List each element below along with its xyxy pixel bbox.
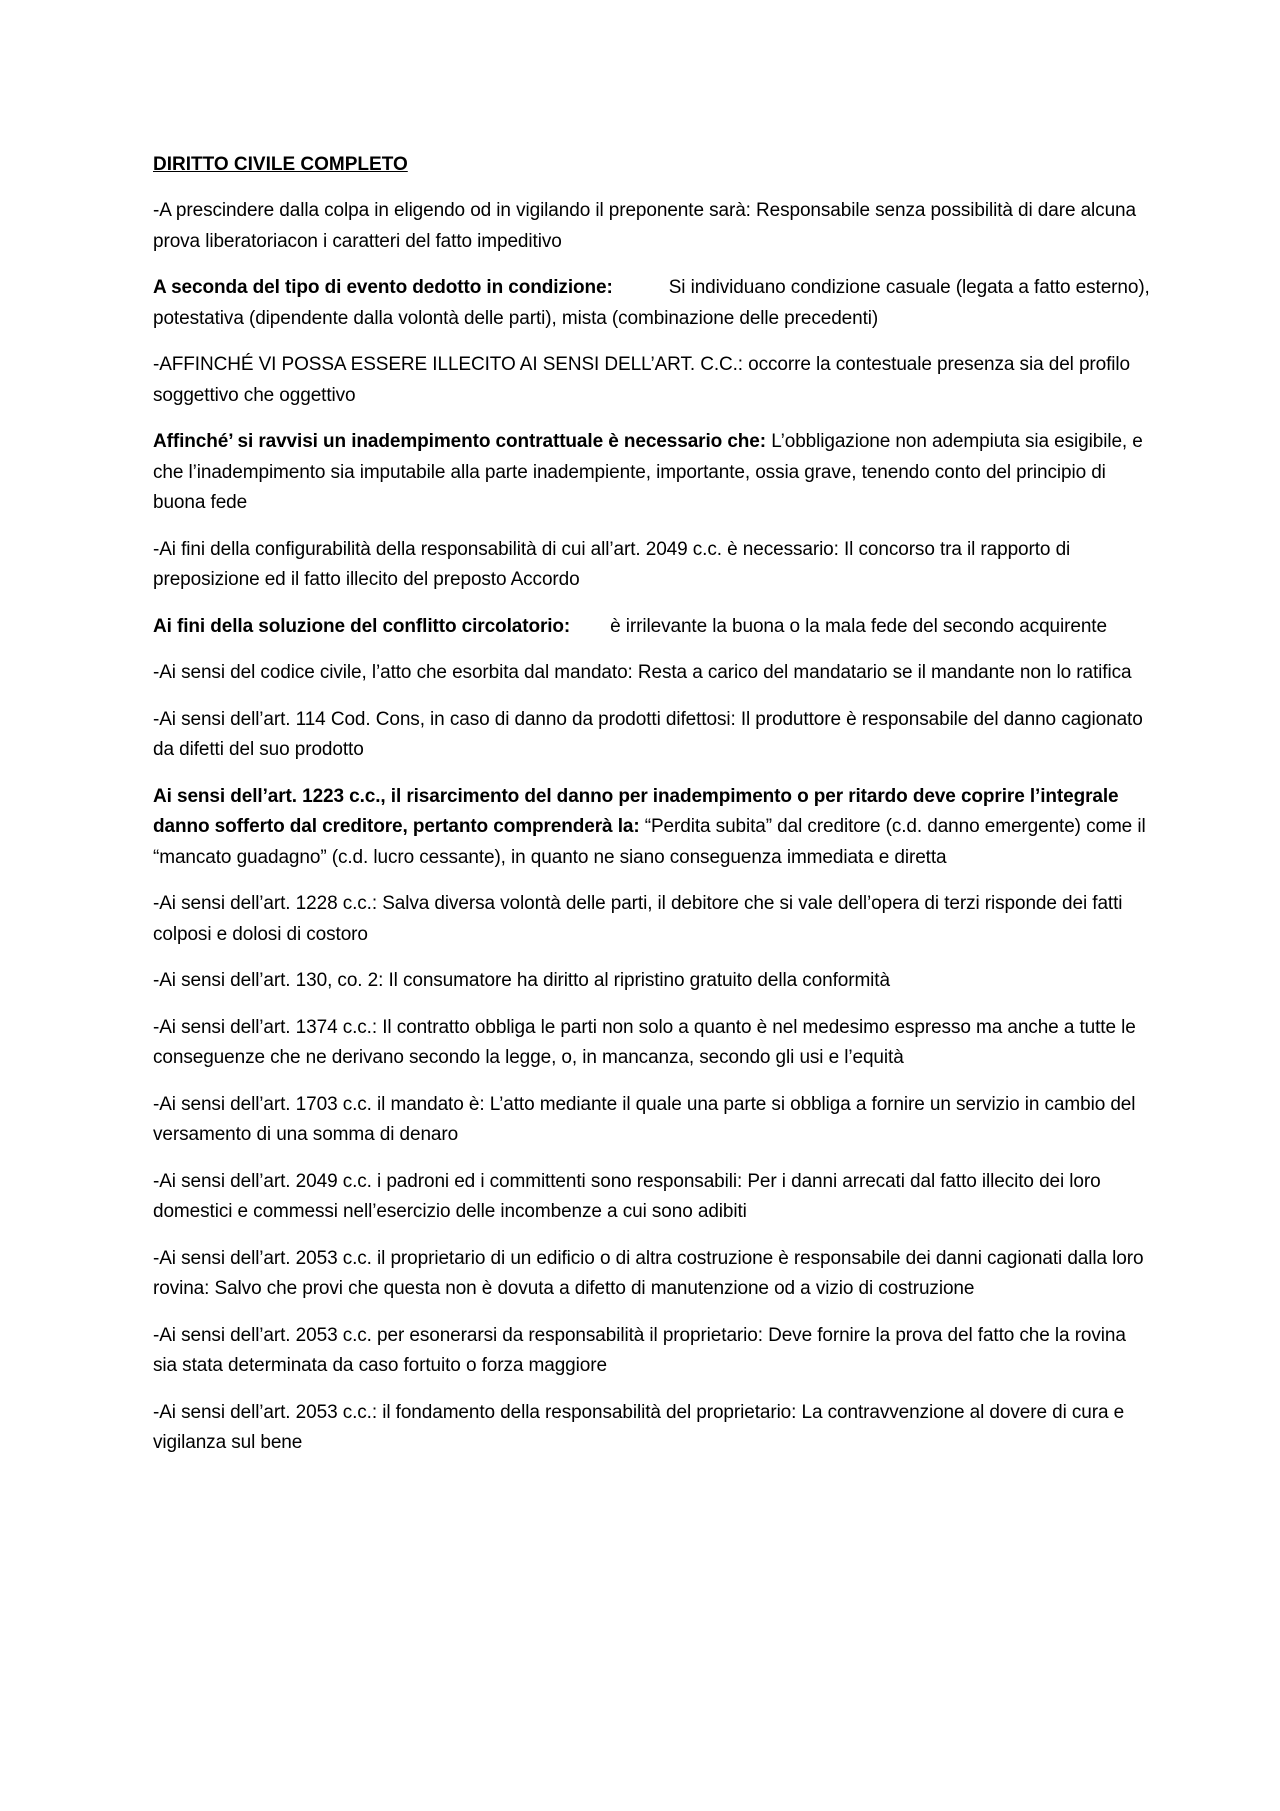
paragraph-text: Si individuano condizione casuale (legata a fatto esterno), potestativa (dipendente dalla volontà delle parti), mista (combinazione delle precedenti) (153, 277, 1150, 329)
paragraph-3 (153, 350, 1153, 411)
paragraph-text: -Ai sensi dell’art. 130, co. 2: Il consumatore ha diritto al ripristino gratuito della conformità (153, 970, 890, 991)
paragraph-text: -A prescindere dalla colpa in eligendo od in vigilando il preponente sarà: Responsabile senza possibilità di dare alcuna prova liberatoriacon i caratteri del fatto impeditivo (153, 200, 1136, 252)
paragraph-14 (153, 1167, 1153, 1228)
paragraph-text: “Perdita subita” dal creditore (c.d. danno emergente) come il “mancato guadagno” (c.d. lucro cessante), in quanto ne siano conseguenza immediata e diretta (153, 816, 1146, 868)
paragraph-text: -Ai sensi del codice civile, l’atto che esorbita dal mandato: Resta a carico del mandatario se il mandante non lo ratifica (153, 662, 1132, 683)
paragraph-8 (153, 705, 1153, 766)
paragraph-1 (153, 196, 1153, 257)
paragraph-9 (153, 782, 1153, 874)
paragraph-11 (153, 966, 1153, 997)
paragraph-text: -Ai sensi dell’art. 2049 c.c. i padroni ed i committenti sono responsabili: Per i danni arrecati dal fatto illecito dei loro domestici e commessi nell’esercizio delle incombenze a cui sono adibiti (153, 1170, 1101, 1222)
paragraph-10 (153, 889, 1153, 950)
paragraph-text: -Ai sensi dell’art. 2053 c.c.: il fondamento della responsabilità del proprietario: La contravvenzione al dovere di cura e vigilanza sul bene (153, 1401, 1125, 1453)
paragraph-6 (153, 612, 1153, 643)
paragraph-text: -Ai sensi dell’art. 1703 c.c. il mandato è: L’atto mediante il quale una parte si obbliga a fornire un servizio in cambio del versamento di una somma di denaro (153, 1093, 1136, 1145)
paragraph-lead: A seconda del tipo di evento dedotto in condizione: (153, 277, 613, 298)
paragraph-text: è irrilevante la buona o la mala fede del secondo acquirente (610, 615, 1107, 637)
paragraph-text: -AFFINCHÉ VI POSSA ESSERE ILLECITO AI SENSI DELL’ART. C.C.: occorre la contestuale presenza sia del profilo soggettivo che oggettivo (153, 354, 1131, 406)
paragraph-4 (153, 427, 1153, 519)
paragraph-7 (153, 658, 1153, 689)
paragraph-text: L’obbligazione non adempiuta sia esigibile, e che l’inadempimento sia imputabile alla parte inadempiente, importante, ossia grave, tenendo conto del principio di buona fede (153, 431, 1143, 513)
paragraph-text: -Ai sensi dell’art. 2053 c.c. il proprietario di un edificio o di altra costruzione è responsabile dei danni cagionati dalla loro rovina: Salvo che provi che questa non è dovuta a difetto di manutenzione od a vizio di costruzione (153, 1247, 1144, 1299)
paragraph-13 (153, 1090, 1153, 1151)
paragraph-16 (153, 1321, 1153, 1382)
paragraph-12 (153, 1013, 1153, 1074)
paragraph-17 (153, 1398, 1153, 1459)
document-page (153, 150, 1153, 1475)
paragraph-15 (153, 1244, 1153, 1305)
paragraph-text: -Ai sensi dell’art. 1228 c.c.: Salva diversa volontà delle parti, il debitore che si vale dell’opera di terzi risponde dei fatti colposi e dolosi di costoro (153, 893, 1123, 945)
paragraph-2 (153, 273, 1153, 334)
paragraph-text: -Ai sensi dell’art. 1374 c.c.: Il contratto obbliga le parti non solo a quanto è nel medesimo espresso ma anche a tutte le conseguenze che ne derivano secondo la legge, o, in mancanza, secondo gli usi e l’equità (153, 1016, 1136, 1068)
paragraph-text: -Ai sensi dell’art. 2053 c.c. per esonerarsi da responsabilità il proprietario: Deve fornire la prova del fatto che la rovina sia stata determinata da caso fortuito o forza maggiore (153, 1324, 1126, 1376)
document-title: DIRITTO CIVILE COMPLETO (153, 154, 408, 175)
paragraph-lead: Affinché’ si ravvisi un inadempimento contrattuale è necessario che: (153, 431, 767, 452)
paragraph-lead: Ai fini della soluzione del conflitto circolatorio: (153, 615, 571, 637)
paragraph-5 (153, 535, 1153, 596)
paragraph-lead: Ai sensi dell’art. 1223 c.c., il risarcimento del danno per inadempimento o per ritardo deve coprire l’integrale danno sofferto dal creditore, pertanto comprenderà la: (153, 785, 1119, 837)
paragraph-text: -Ai fini della configurabilità della responsabilità di cui all’art. 2049 c.c. è necessario: Il concorso tra il rapporto di preposizione ed il fatto illecito del preposto Accordo (153, 538, 1071, 590)
paragraph-text: -Ai sensi dell’art. 114 Cod. Cons, in caso di danno da prodotti difettosi: Il produttore è responsabile del danno cagionato da difetti del suo prodotto (153, 708, 1143, 760)
